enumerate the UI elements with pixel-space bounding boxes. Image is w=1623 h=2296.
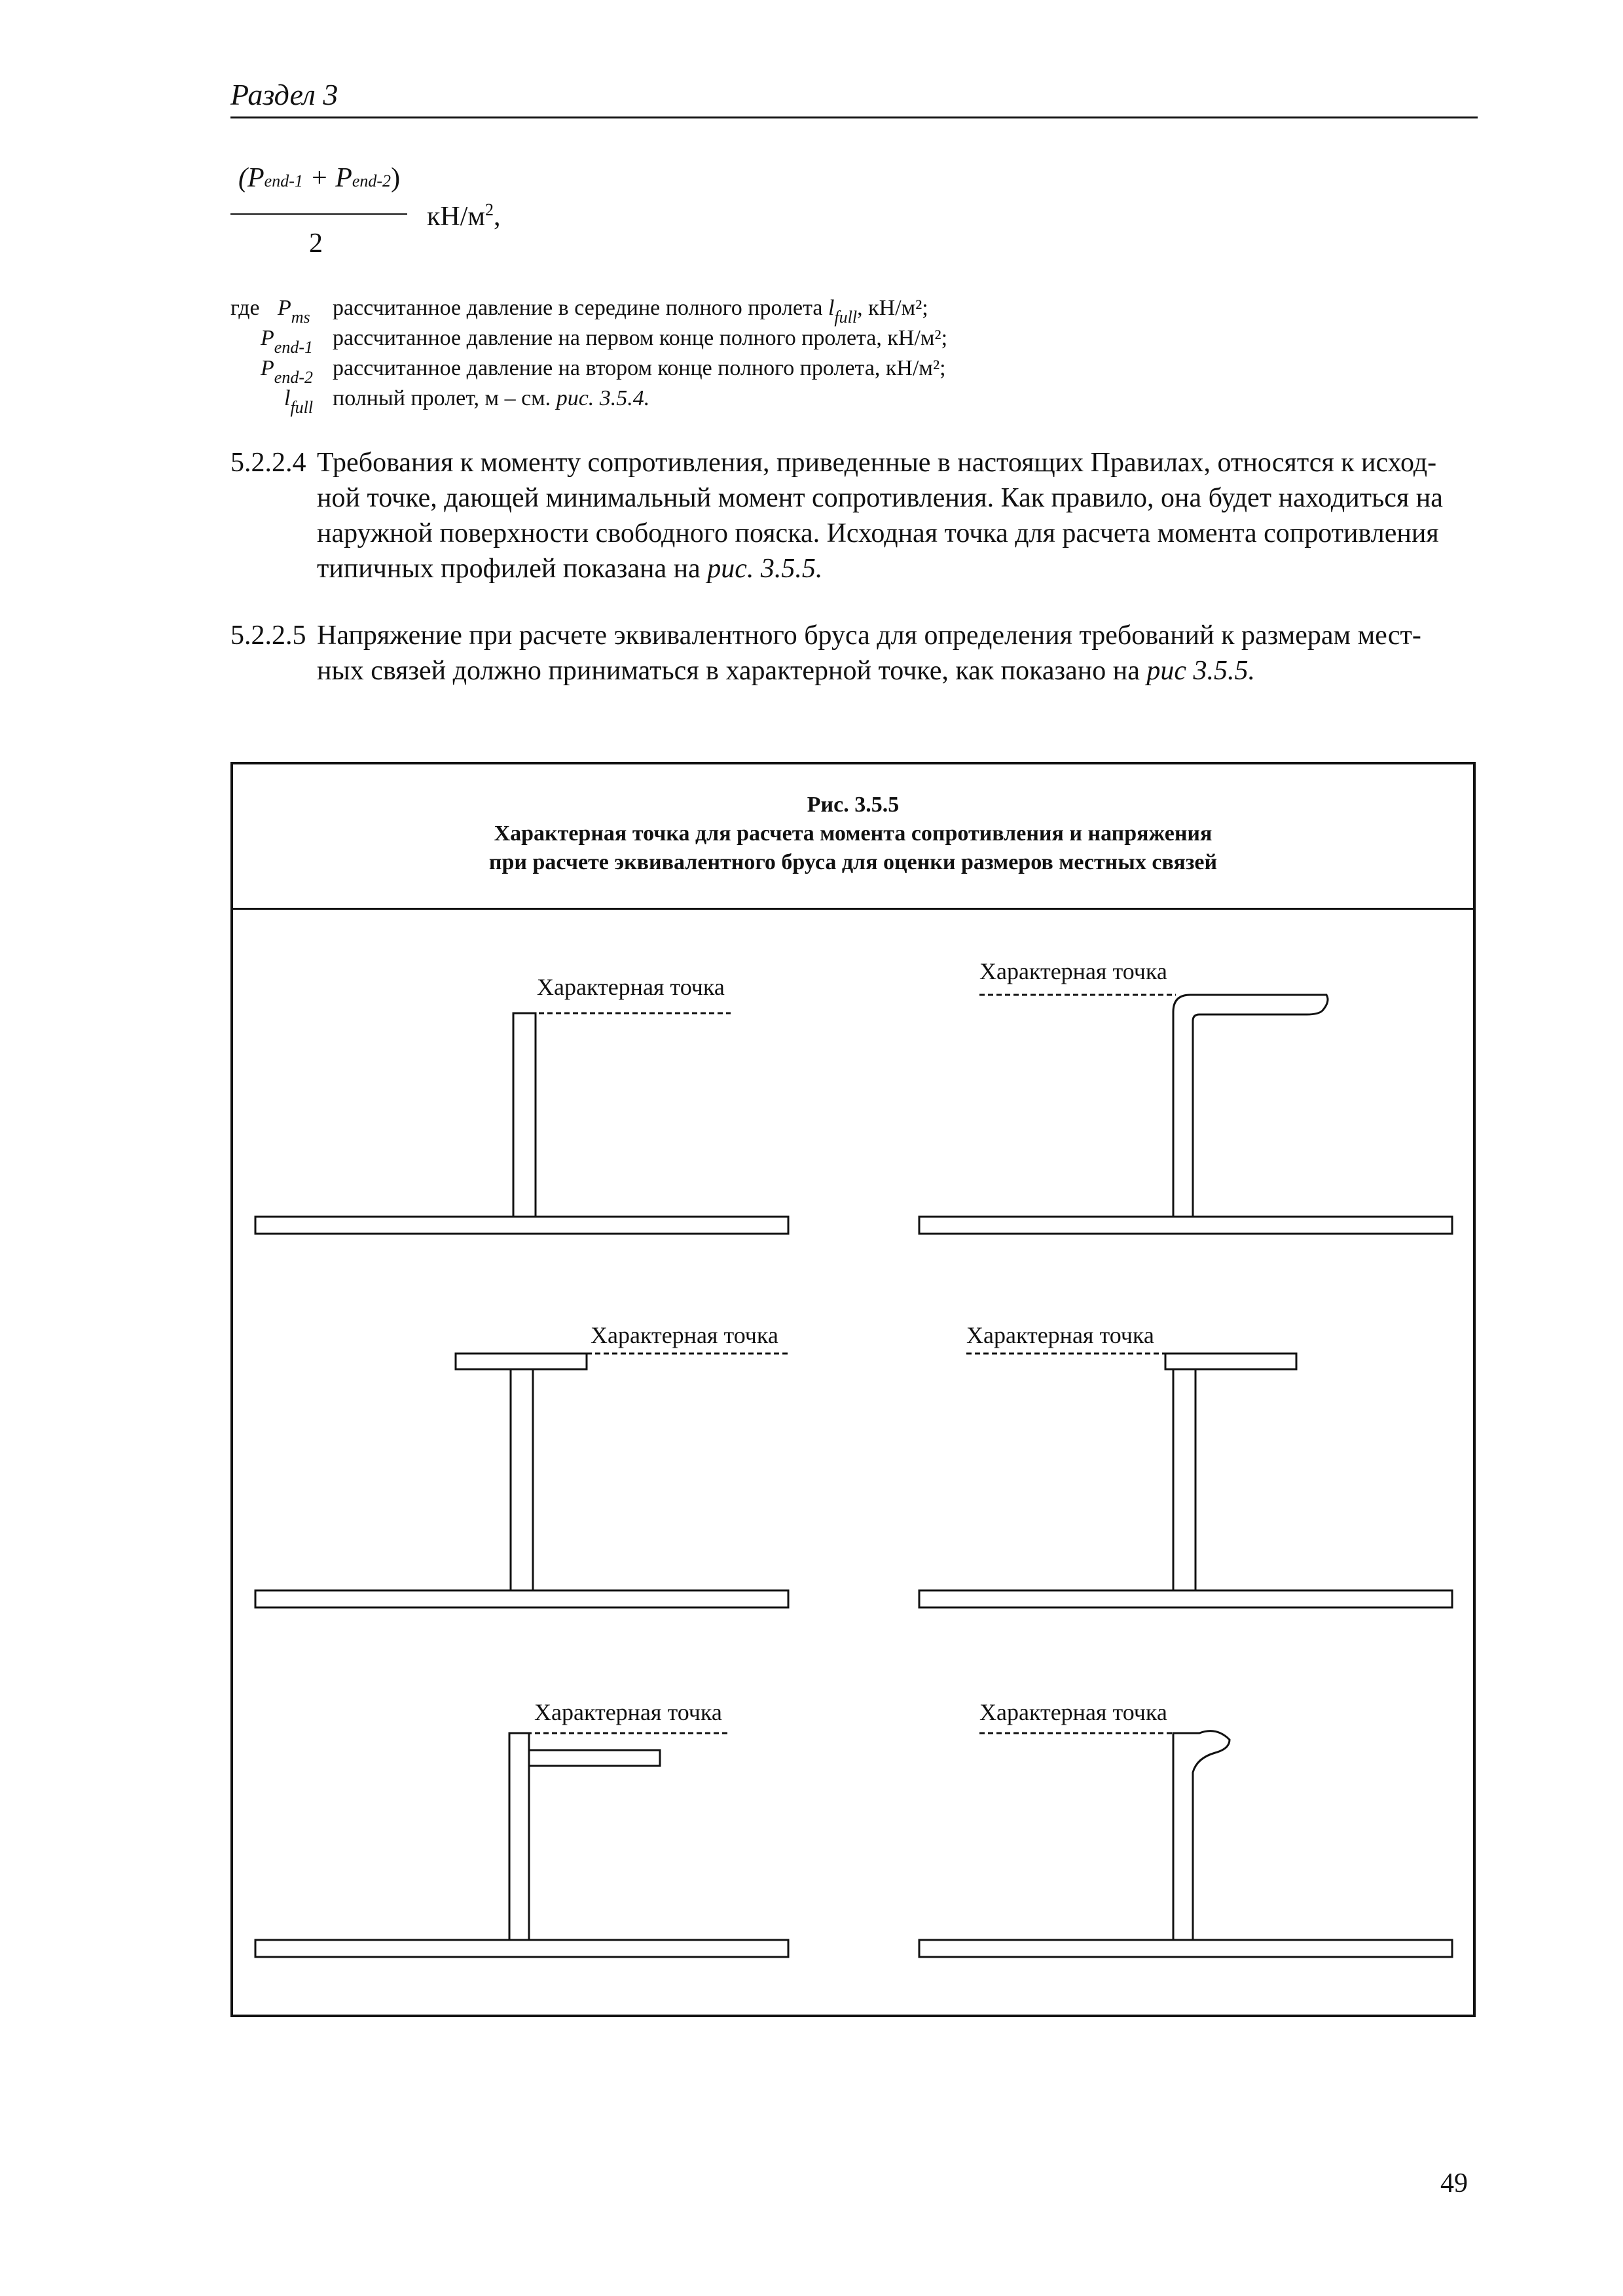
definition-body: рассчитанное давление в середине полного пролета [333,296,828,320]
paragraph-line [317,551,822,586]
symbol-letter: l [284,386,291,410]
paragraph-line: Напряжение при расчете эквивалентного бруса для определения требований к размерам мест- [317,620,1421,651]
symbol-letter: P [261,326,274,350]
definition-text [333,384,649,414]
flange [456,1354,587,1369]
paragraph-line-text: ных связей должно приниматься в характерной точке, как показано на [317,656,1147,686]
base-plate [919,1940,1452,1957]
symbol-sub: end-1 [274,338,313,357]
base-plate [255,1217,788,1234]
paragraph-line-text: типичных профилей показана на [317,554,708,584]
symbol-sub: end-2 [274,368,313,387]
page-number: 49 [1440,2168,1468,2198]
figure-title-line-1: Характерная точка для расчета момента сопротивления и напряжения [494,821,1213,846]
figure-3-5-5 [230,762,1476,2017]
symbol-sub: full [290,398,314,417]
definition-text: рассчитанное давление на первом конце полного пролета, кН/м²; [333,326,948,350]
unit-text: кН/м [427,202,485,232]
reference-label: Характерная точка [537,974,725,1000]
paragraph-5-2-2-4 [230,445,1478,596]
web [1173,1369,1195,1590]
symbol-letter: P [278,296,291,320]
profile-tee-left [255,1322,788,1607]
flange [1165,1354,1296,1369]
definition-ital: рис. 3.5.4. [556,386,650,410]
definition-ital: l [828,296,835,320]
profile-flat-bar [255,974,788,1234]
header-rule [230,117,1478,118]
formula-sub-end1: end-1 [264,171,303,190]
base-plate [919,1590,1452,1607]
definition-symbol [278,293,310,325]
profile-bulb-flat [919,1699,1452,1957]
definition-tail: , кН/м²; [857,296,928,320]
base-plate [255,1940,788,1957]
profiles-diagram [233,764,1473,2015]
formula-sub-end2: end-2 [352,171,392,190]
paragraph-line [317,653,1255,689]
angle-profile [1173,995,1328,1217]
reference-label: Характерная точка [979,958,1167,984]
figure-reference: рис. 3.5.5. [707,554,823,584]
formula-unit [427,200,500,232]
paragraph-line: ной точке, дающей минимальный момент сопротивления. Как правило, она будет находиться на [317,483,1443,513]
figure-number: Рис. 3.5.5 [807,793,900,817]
profile-angle-bulb [919,958,1452,1234]
profile-angle-left [255,1699,788,1957]
definition-symbol [261,353,313,385]
bulb-profile [1173,1731,1230,1940]
paragraph-number: 5.2.2.4 [230,448,306,478]
paragraph-line: наружной поверхности свободного пояска. Исходная точка для расчета момента сопротивления [317,518,1439,548]
paragraph-line: Требования к моменту сопротивления, приведенные в настоящих Правилах, относятся к исход- [317,448,1437,478]
formula [230,162,532,260]
symbol-sub: ms [291,308,310,327]
definition-symbol [284,384,313,415]
fraction-bar [230,213,407,215]
definition-text [333,293,928,325]
definition-body: полный пролет, м – см. [333,386,556,410]
unit-tail: , [493,202,501,232]
figure-reference: рис 3.5.5. [1146,656,1256,686]
reference-label: Характерная точка [591,1322,778,1348]
definition-prefix: где [230,296,260,320]
reference-label: Характерная точка [534,1699,722,1725]
formula-close: ) [391,163,401,193]
web [511,1369,533,1590]
formula-plus: + P [302,163,352,193]
base-plate [255,1590,788,1607]
formula-numerator [238,162,400,194]
flange [529,1750,660,1766]
unit-sup: 2 [484,200,494,219]
profile-tee-right [919,1322,1452,1607]
figure-title-line-2: при расчете эквивалентного бруса для оценки размеров местных связей [488,850,1218,874]
formula-denominator: 2 [309,228,323,259]
section-header: Раздел 3 [230,78,338,111]
definition-row [230,293,928,327]
reference-label: Характерная точка [979,1699,1167,1725]
base-plate [919,1217,1452,1234]
paragraph-number: 5.2.2.5 [230,620,306,651]
definition-symbol [261,323,313,355]
web [513,1013,536,1217]
symbol-letter: P [261,356,274,380]
reference-label: Характерная точка [966,1322,1154,1348]
web [509,1733,529,1940]
definition-text: рассчитанное давление на втором конце полного пролета, кН/м²; [333,356,946,380]
formula-open: (P [238,163,264,193]
paragraph-5-2-2-5 [230,618,1478,696]
definition-ital-sub: full [834,308,858,327]
